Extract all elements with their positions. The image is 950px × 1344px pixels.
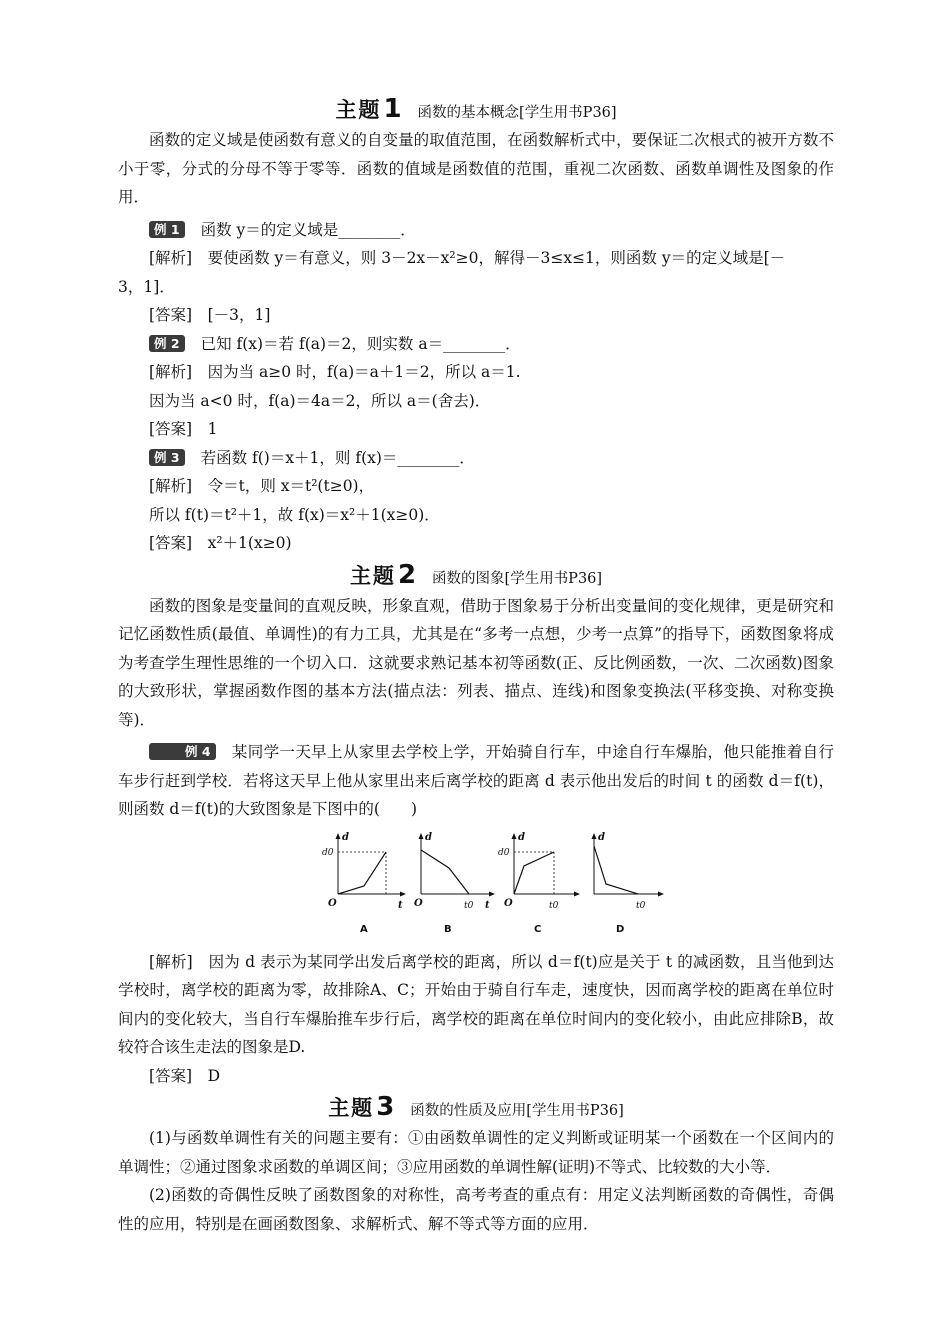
graph-d-t0-label: t0 bbox=[636, 900, 646, 911]
topic1-number: 1 bbox=[383, 94, 402, 124]
example4-answer: [答案] D bbox=[149, 1066, 221, 1085]
graph-c-origin: O bbox=[504, 897, 513, 909]
topic1-intro: 函数的定义域是使函数有意义的自变量的取值范围，在函数解析式中，要保证二次根式的被开方数不小于零，分式的分母不等于零等．函数的值域是函数值的范围，重视二次函数、函数单调性及图象的作用． bbox=[118, 131, 834, 206]
graph-b-option: B bbox=[444, 923, 452, 935]
graph-a-d-label: d bbox=[342, 831, 349, 843]
graph-d-d-label: d bbox=[598, 831, 605, 843]
topic3-paragraph-2: (2)函数的奇偶性反映了函数图象的对称性，高考考查的重点有：用定义法判断函数的奇偶性，奇偶性的应用，特别是在画函数图象、求解析式、解不等式等方面的应用． bbox=[118, 1186, 834, 1233]
graph-b-d-label: d bbox=[425, 831, 432, 843]
example4-question bbox=[118, 738, 834, 824]
graph-c-t0-label: t0 bbox=[549, 900, 559, 911]
topic2-number: 2 bbox=[397, 559, 417, 590]
example2-analysis-1: [解析] 因为当 a≥0 时，f(a)＝a＋1＝2，所以 a＝1. bbox=[149, 363, 521, 381]
graph-a-d0-label: d0 bbox=[322, 847, 334, 858]
example3-text: 若函数 f()＝x＋1，则 f(x)＝________． bbox=[200, 448, 475, 467]
graph-d bbox=[580, 830, 670, 938]
example1-badge: 例 1 bbox=[149, 221, 185, 238]
example1-question bbox=[118, 216, 834, 245]
page bbox=[118, 92, 834, 1238]
example3-answer: [答案] x²＋1(x≥0) bbox=[149, 534, 292, 552]
topic2-prefix: 主题 bbox=[349, 563, 396, 588]
graph-a-option: A bbox=[360, 923, 368, 935]
graph-b-t-label: t bbox=[485, 899, 490, 911]
example2-question bbox=[118, 330, 834, 359]
example3-badge: 例 3 bbox=[149, 449, 185, 466]
example2-analysis-2: 因为当 a<0 时，f(a)＝4a＝2，所以 a＝(舍去)． bbox=[149, 391, 491, 410]
graph-c-d0-label: d0 bbox=[498, 847, 510, 858]
topic3-heading bbox=[118, 1090, 834, 1124]
topic3-title: 函数的性质及应用[学生用书P36] bbox=[410, 1103, 624, 1119]
example4-badge: 例 4 bbox=[149, 743, 216, 760]
topic2-intro: 函数的图象是变量间的直观反映，形象直观，借助于图象易于分析出变量间的变化规律，更是研究和记忆函数性质(最值、单调性)的有力工具，尤其是在“多考一点想，少考一点算”的指导下，函数图象将成为考查学生理性思维的一个切入口．这就要求熟记基本初等函数(正、反比例函数，一次、二次函数)图象的大致形状，掌握函数作图的基本方法(描点法：列表、描点、连线)和图象变换法(平移变换、对称变换等)． bbox=[118, 596, 834, 729]
graph-c bbox=[494, 830, 584, 938]
example1-answer: [答案] [－3，1] bbox=[149, 306, 271, 324]
example3-analysis-2: 所以 f(t)＝t²＋1，故 f(x)＝x²＋1(x≥0)． bbox=[149, 505, 440, 524]
topic2-title: 函数的图象[学生用书P36] bbox=[432, 570, 603, 587]
topic2-heading bbox=[118, 558, 834, 592]
graph-a-t-label: t bbox=[398, 899, 403, 911]
topic1-heading bbox=[118, 92, 834, 126]
topic3-number: 3 bbox=[376, 1092, 395, 1122]
topic3-prefix: 主题 bbox=[328, 1096, 375, 1120]
topic3-paragraph-1: (1)与函数单调性有关的问题主要有：①由函数单调性的定义判断或证明某一个函数在一个区间内的单调性；②通过图象求函数的单调区间；③应用函数的单调性解(证明)不等式、比较数的大小等． bbox=[118, 1129, 834, 1176]
graph-a-origin: O bbox=[328, 897, 337, 909]
example4-graphs bbox=[118, 830, 834, 938]
topic1-title: 函数的基本概念[学生用书P36] bbox=[417, 105, 617, 121]
graph-c-d-label: d bbox=[518, 831, 525, 843]
example1-text: 函数 y＝的定义域是________． bbox=[200, 220, 416, 239]
graph-b bbox=[411, 830, 501, 938]
example2-badge: 例 2 bbox=[149, 335, 185, 352]
graph-b-t0-label: t0 bbox=[464, 900, 474, 911]
example4-analysis: [解析] 因为 d 表示为某同学出发后离学校的距离，所以 d＝f(t)应是关于 t 的减函数，且当他到达学校时，离学校的距离为零，故排除A、C；开始由于骑自行车走，速度快，因而离学校的距离在单位时间内的变化较大，当自行车爆胎推车步行后，离学校的距离在单位时间内的变化较小，由此应排除B，故较符合该生走法的图象是D. bbox=[118, 952, 834, 1056]
example4-text: 某同学一天早上从家里去学校上学，开始骑自行车，中途自行车爆胎，他只能推着自行车步行赶到学校．若将这天早上他从家里出来后离学校的距离 d 表示他出发后的时间 t 的函数 d＝f(t)，则函数 d＝f(t)的大致图象是下图中的( ) bbox=[118, 743, 834, 818]
graph-b-origin: O bbox=[414, 897, 423, 909]
example3-analysis-1: [解析] 令＝t，则 x＝t²(t≥0)， bbox=[149, 477, 375, 495]
example1-analysis-2: 3，1]． bbox=[118, 277, 175, 296]
graph-d-option: D bbox=[616, 923, 625, 935]
example1-analysis-1: [解析] 要使函数 y＝有意义，则 3－2x－x²≥0，解得－3≤x≤1，则函数 y＝的定义域是[－ bbox=[149, 249, 786, 267]
topic1-prefix: 主题 bbox=[335, 98, 382, 122]
graph-c-option: C bbox=[534, 923, 542, 935]
graph-a bbox=[318, 830, 408, 938]
example2-answer: [答案] 1 bbox=[149, 420, 218, 438]
example3-question bbox=[118, 444, 834, 473]
example2-text: 已知 f(x)＝若 f(a)＝2，则实数 a＝________． bbox=[200, 334, 521, 353]
